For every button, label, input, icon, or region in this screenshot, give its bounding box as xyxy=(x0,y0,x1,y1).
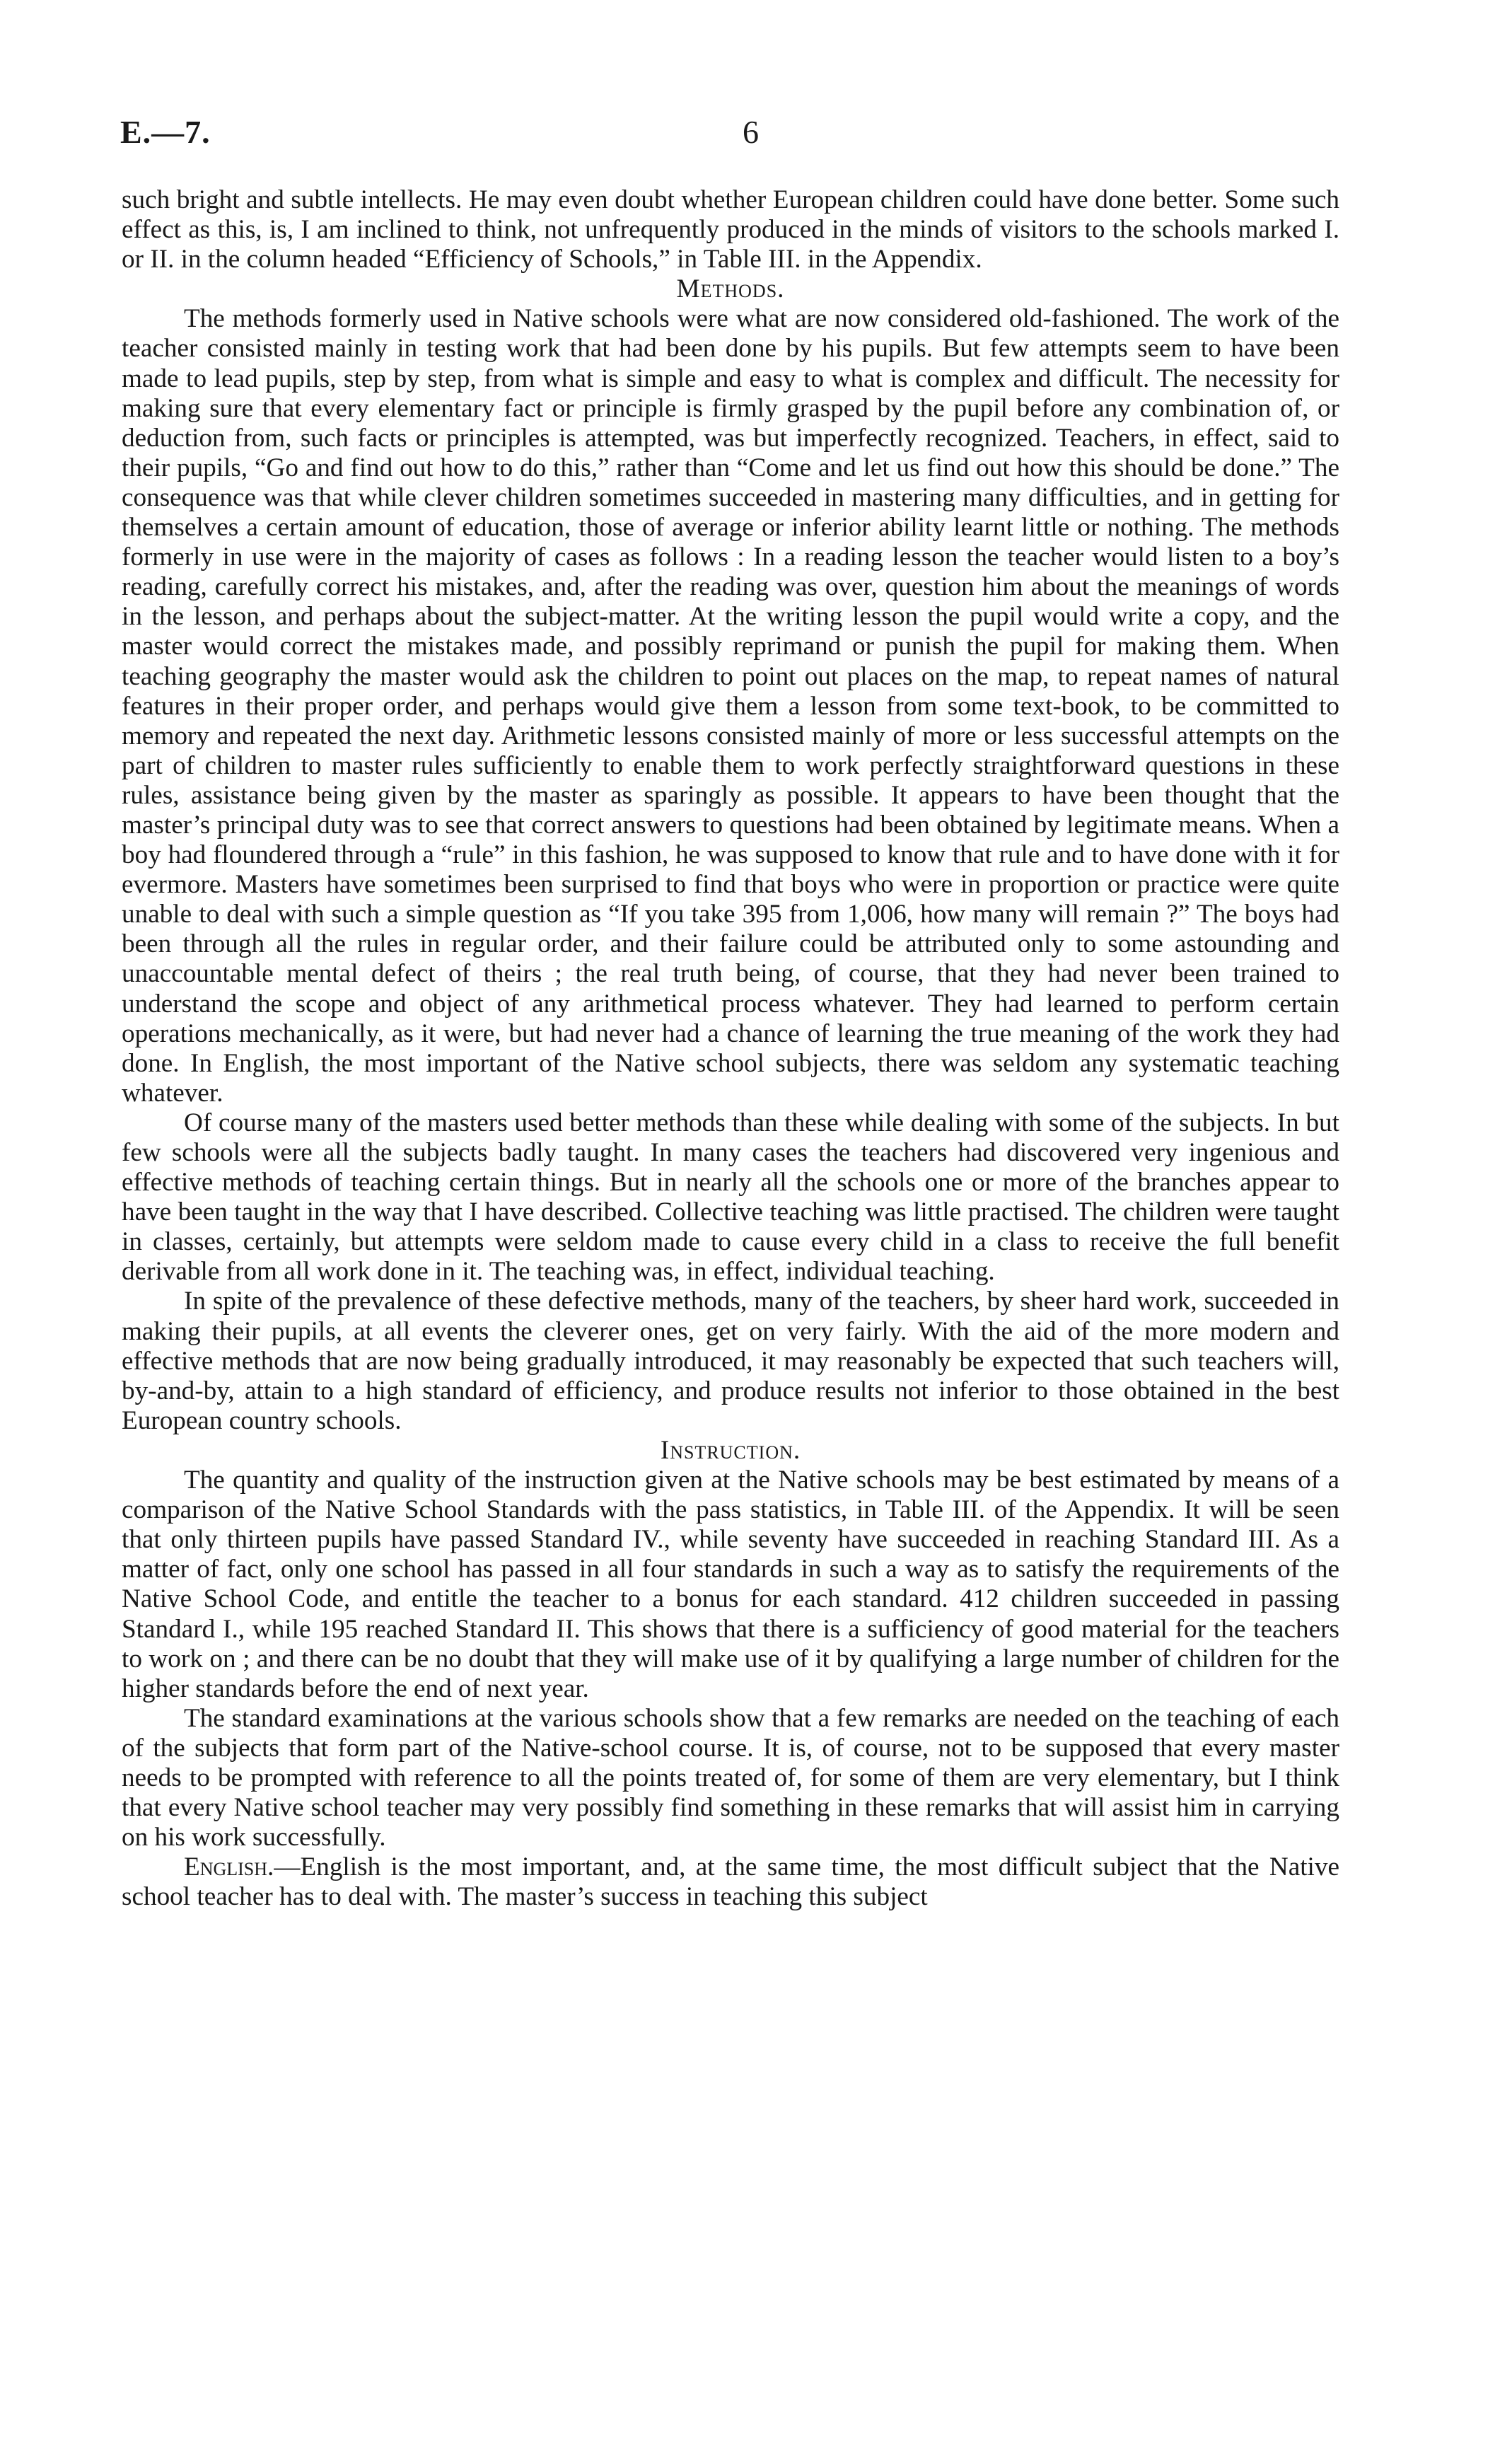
section-heading-methods: Methods. xyxy=(676,274,785,304)
section-heading-instruction: Instruction. xyxy=(660,1435,801,1465)
paragraph-instruction-1: The quantity and quality of the instruction given at the Native schools may be best estimated by means of a comparison of the Native School Standards with the pass statistics, in Table III. of the Appendix. It will be seen that only thirteen pupils have passed Standard IV., while seventy have succeeded in reaching Standard III. As a matter of fact, only one school has passed in all four standards in such a way as to satisfy the requirements of the Native School Code, and entitle the teacher to a bonus for each standard. 412 children succeeded in passing Standard I., while 195 reached Standard II. This shows that there is a sufficiency of good material for the teachers to work on ; and there can be no doubt that they will make use of it by qualifying a large number of children for the higher standards before the end of next year. xyxy=(122,1466,1339,1703)
paragraph-methods-1: The methods formerly used in Native schools were what are now considered old-fashioned. The work of the teacher consisted mainly in testing work that had been done by his pupils. But few attempts seem to have been made to lead pupils, step by step, from what is simple and easy to what is complex and difficult. The necessity for making sure that every elementary fact or principle is firmly grasped by the pupil before any combination of, or deduction from, such facts or principles is attempted, was but imperfectly recognized. Teachers, in effect, said to their pupils, “Go and find out how to do this,” rather than “Come and let us find out how this should be done.” The consequence was that while clever children sometimes succeeded in mastering many difficulties, and in getting for themselves a certain amount of education, those of average or inferior ability learnt little or nothing. The methods formerly in use were in the majority of cases as follows : In a reading lesson the teacher would listen to a boy’s reading, carefully correct his mistakes, and, after the reading was over, question him about the meanings of words in the lesson, and perhaps about the subject-matter. At the writing lesson the pupil would write a copy, and the master would correct the mistakes made, and possibly reprimand or punish the pupil for making them. When teaching geography the master would ask the children to point out places on the map, to repeat names of natural features in their proper order, and perhaps would give them a lesson from some text-book, to be committed to memory and repeated the next day. Arithmetic lessons consisted mainly of more or less successful attempts on the part of children to master rules sufficiently to enable them to work perfectly straightforward questions in these rules, assistance being given by the master as sparingly as possible. It appears to have been thought that the master’s principal duty was to see that correct answers to questions had been obtained by legitimate means. When a boy had floundered through a “rule” in this fashion, he was supposed to know that rule and to have done with it for evermore. Masters have sometimes been surprised to find that boys who were in proportion or practice were quite unable to deal with such a simple question as “If you take 395 from 1,006, how many will remain ?” The boys had been through all the rules in regular order, and their failure could be attributed only to some astounding and unaccountable mental defect of theirs ; the real truth being, of course, that they had never been trained to understand the scope and object of any arithmetical process whatever. They had learned to perform certain operations mechanically, as it were, but had never had a chance of learning the true meaning of the work they had done. In English, the most important of the Native school subjects, there was seldom any systematic teaching whatever. xyxy=(122,304,1339,1108)
paragraph-lead-english: English. xyxy=(184,1852,274,1882)
paragraph-methods-3: In spite of the prevalence of these defective methods, many of the teachers, by sheer hard work, succeeded in making their pupils, at all events the cleverer ones, get on very fairly. With the aid of the more modern and effective methods that are now being gradually introduced, it may reasonably be expected that such teachers will, by-and-by, attain to a high standard of efficiency, and produce results not inferior to those obtained in the best European country schools. xyxy=(122,1287,1339,1435)
body-text xyxy=(122,185,1339,1912)
paragraph-english-text: —English is the most important, and, at the same time, the most difficult subject that the Native school teacher has to deal with. The master’s success in teaching this subject xyxy=(122,1852,1339,1912)
page-number: 6 xyxy=(743,114,759,150)
paragraph-instruction-2: The standard examinations at the various schools show that a few remarks are needed on the teaching of each of the subjects that form part of the Native-school course. It is, of course, not to be supposed that every master needs to be prompted with reference to all the points treated of, for some of them are very elementary, but I think that every Native school teacher may very possibly find something in these remarks that will assist him in carrying on his work successfully. xyxy=(122,1703,1339,1852)
page-header xyxy=(120,113,1351,156)
paragraph-continued: such bright and subtle intellects. He may even doubt whether European children could have done better. Some such effect as this, is, I am inclined to think, not unfrequently produced in the minds of visitors to the schools marked I. or II. in the column headed “Efficiency of Schools,” in Table III. in the Appendix. xyxy=(122,185,1339,274)
paragraph-methods-2: Of course many of the masters used better methods than these while dealing with some of the subjects. In but few schools were all the subjects badly taught. In many cases the teachers had discovered very ingenious and effective methods of teaching certain things. But in nearly all the schools one or more of the branches appear to have been taught in the way that I have described. Collective teaching was little practised. The children were taught in classes, certainly, but attempts were seldom made to cause every child in a class to receive the full benefit derivable from all work done in it. The teaching was, in effect, individual teaching. xyxy=(122,1108,1339,1287)
document-reference: E.—7. xyxy=(120,114,211,150)
paragraph-english xyxy=(122,1852,1339,1912)
